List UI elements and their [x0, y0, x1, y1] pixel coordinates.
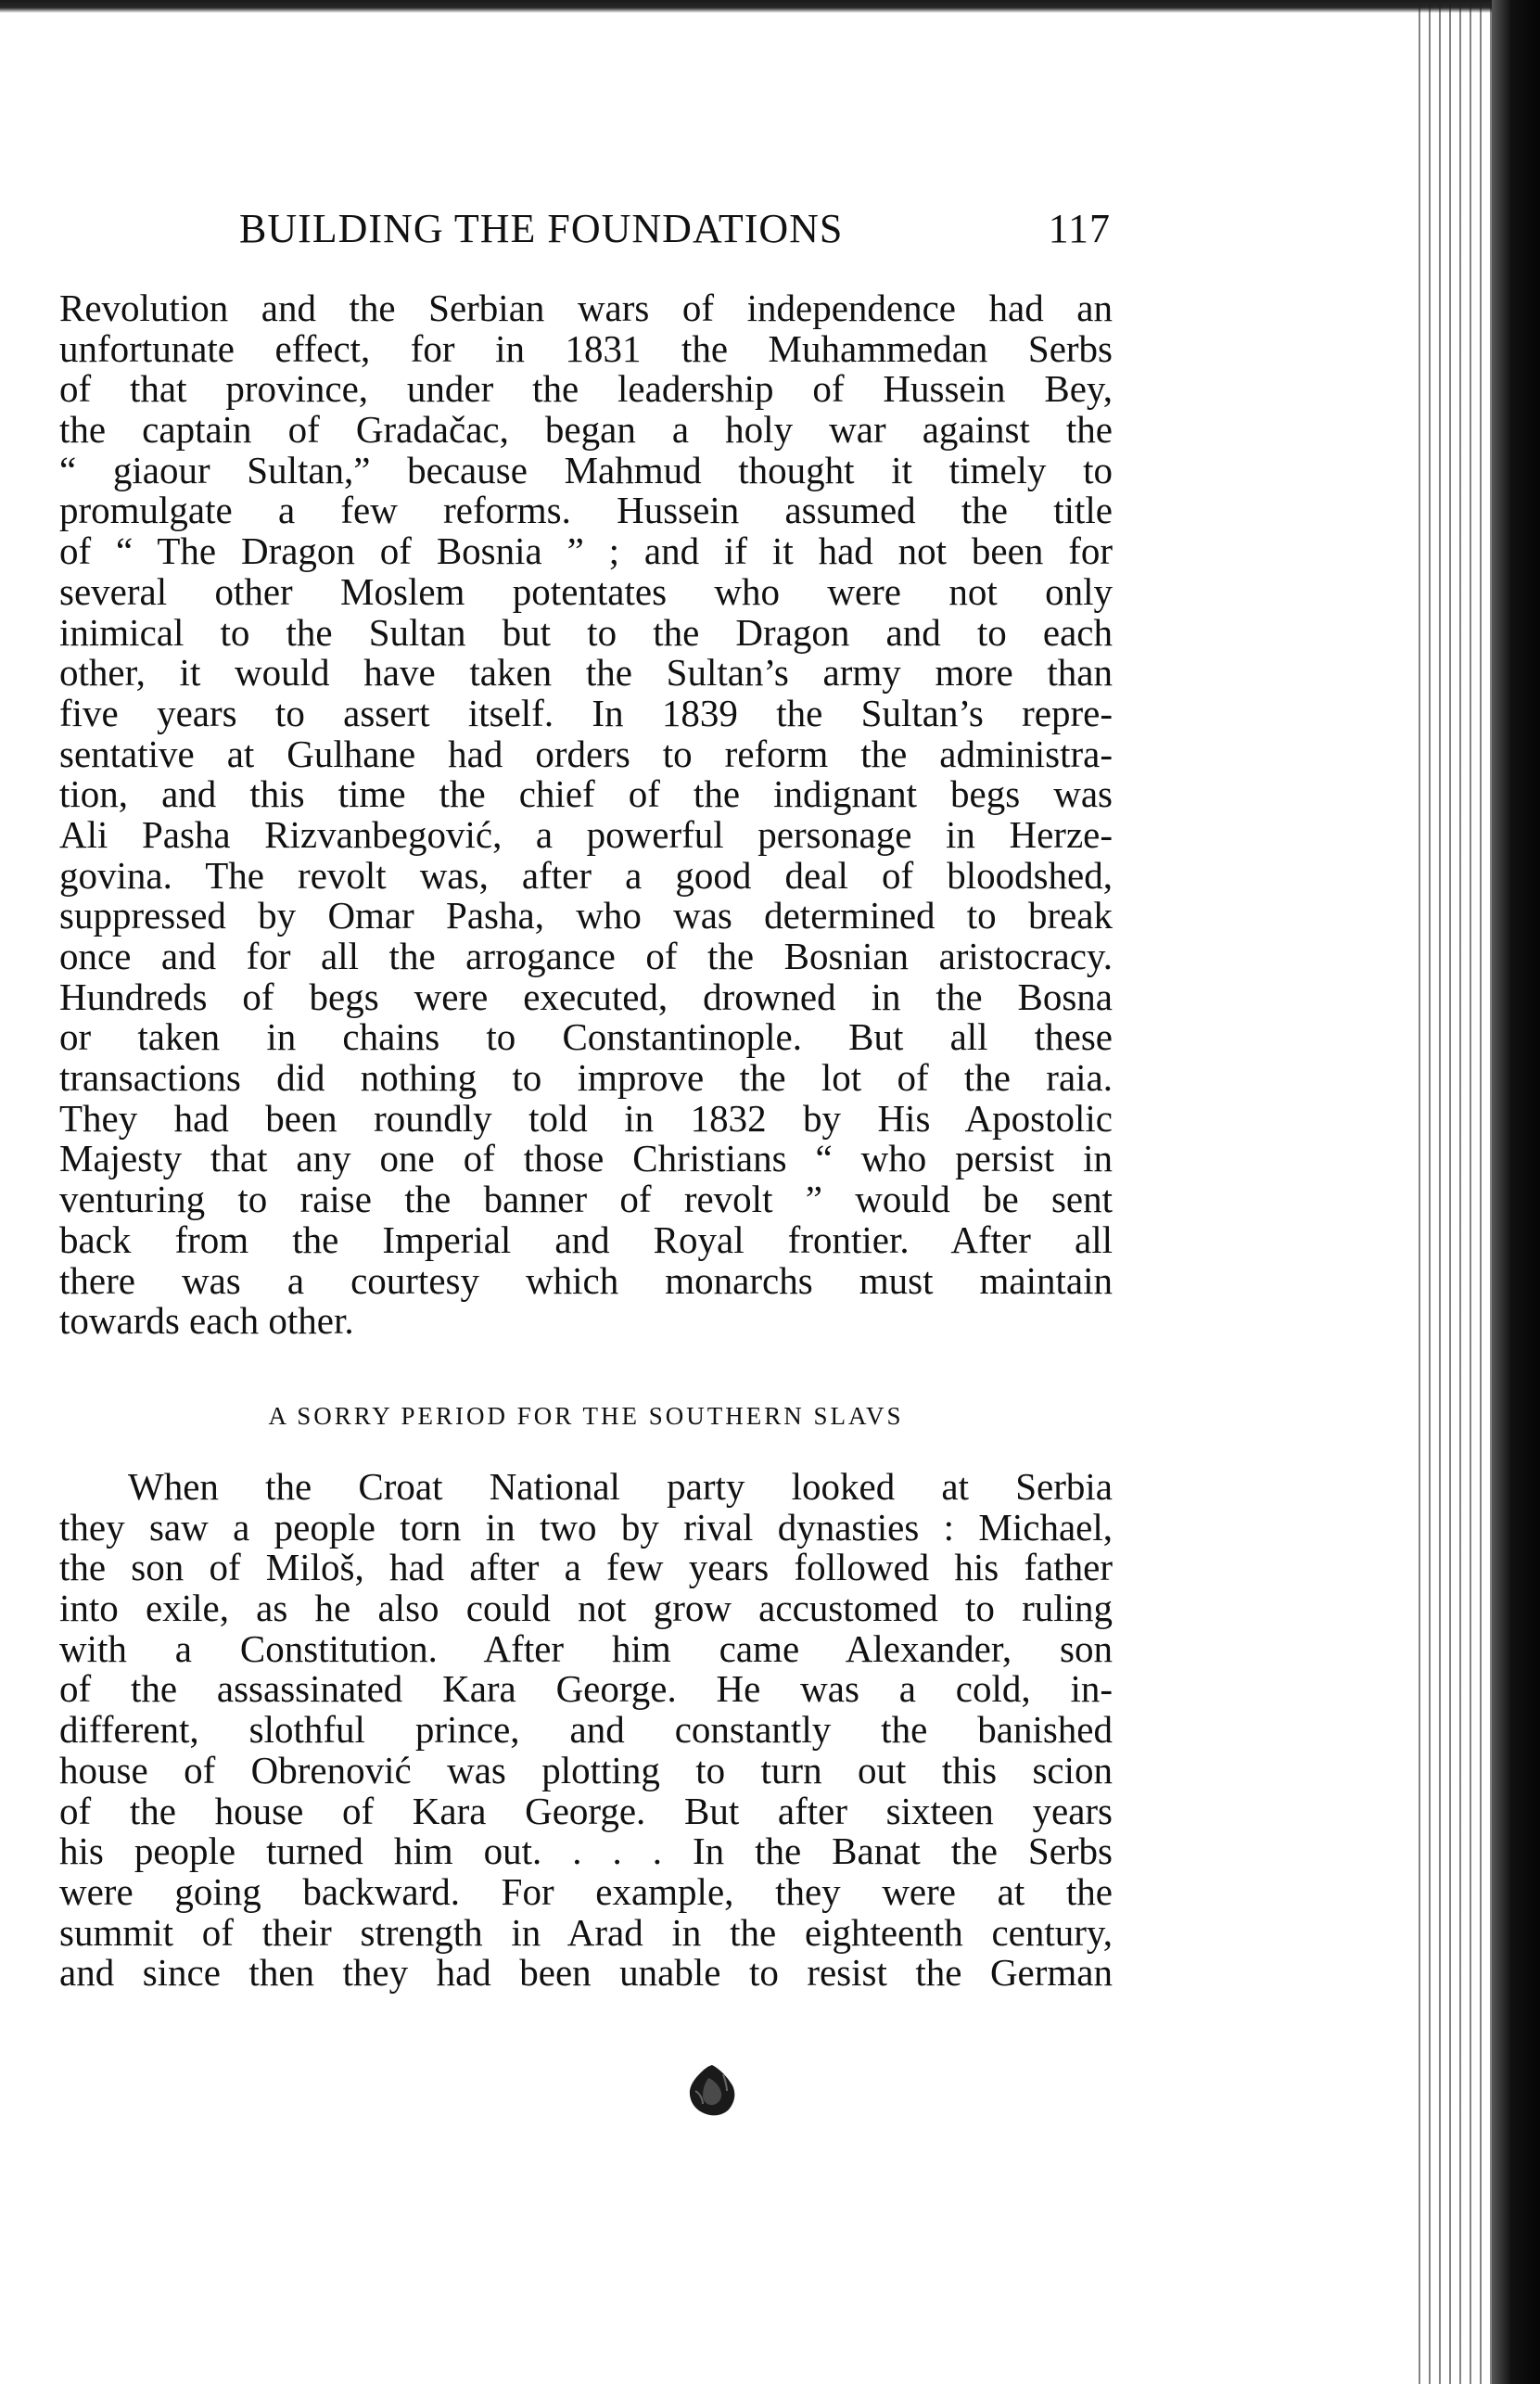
paragraph-1: [59, 288, 1113, 1342]
paragraph-line: or taken in chains to Constantinople. But all these: [59, 1015, 1113, 1059]
paragraph-line: Majesty that any one of those Christians “ who persist in: [59, 1137, 1113, 1180]
paragraph-line: the captain of Gradačac, began a holy war against the: [59, 408, 1113, 452]
paragraph-line: Ali Pasha Rizvanbegović, a powerful personage in Herze-: [59, 812, 1113, 856]
paragraph-line: his people turned him out. . . . In the Banat the Serbs: [59, 1829, 1113, 1873]
paragraph-line: once and for all the arrogance of the Bosnian aristocracy.: [59, 935, 1113, 977]
paragraph-line: they saw a people torn in two by rival dynasties : Michael,: [59, 1505, 1113, 1549]
page-number: 117: [1048, 206, 1111, 251]
printer-ornament-icon: [686, 2063, 738, 2119]
running-head-title: BUILDING THE FOUNDATIONS: [239, 206, 844, 251]
paragraph-line: of the assassinated Kara George. He was a cold, in-: [59, 1667, 1113, 1711]
paragraph-line: into exile, as he also could not grow accustomed to ruling: [59, 1587, 1113, 1630]
paragraph-line: Revolution and the Serbian wars of independence had an: [59, 287, 1113, 329]
paragraph-line: When the Croat National party looked at Serbia: [128, 1465, 1113, 1508]
paragraph-line: and since then they had been unable to resist the German: [59, 1951, 1113, 1995]
paragraph-line: suppressed by Omar Pasha, who was determined to break: [59, 894, 1113, 937]
paragraph-line: there was a courtesy which monarchs must maintain: [59, 1258, 1113, 1302]
paragraph-line: towards each other.: [59, 1299, 354, 1343]
paragraph-line: other, it would have taken the Sultan’s army more than: [59, 651, 1113, 695]
paragraph-line: five years to assert itself. In 1839 the Sultan’s repre-: [59, 691, 1113, 734]
paragraph-line: back from the Imperial and Royal frontier. After all: [59, 1217, 1113, 1261]
paragraph-line: inimical to the Sultan but to the Dragon and to each: [59, 610, 1113, 654]
book-spine-shadow: [1492, 0, 1540, 2384]
running-head: [239, 205, 1111, 261]
paragraph-line: the son of Miloš, had after a few years followed his father: [59, 1546, 1113, 1589]
paragraph-line: sentative at Gulhane had orders to reform the administra-: [59, 732, 1113, 775]
paragraph-line: venturing to raise the banner of revolt ” would be sent: [59, 1178, 1113, 1221]
paragraph-line: They had been roundly told in 1832 by His Apostolic: [59, 1096, 1113, 1140]
paragraph-line: summit of their strength in Arad in the eighteenth century,: [59, 1910, 1113, 1954]
paragraph-line: Hundreds of begs were executed, drowned in the Bosna: [59, 975, 1113, 1018]
paragraph-line: “ giaour Sultan,” because Mahmud thought it timely to: [59, 448, 1113, 491]
paragraph-2: [59, 1467, 1113, 1994]
paragraph-line: house of Obrenović was plotting to turn out this scion: [59, 1748, 1113, 1791]
paragraph-line: govina. The revolt was, after a good deal of bloodshed,: [59, 853, 1113, 897]
paragraph-line: transactions did nothing to improve the lot of the raia.: [59, 1056, 1113, 1100]
section-heading: A SORRY PERIOD FOR THE SOUTHERN SLAVS: [268, 1402, 904, 1430]
paragraph-line: promulgate a few reforms. Hussein assumed the title: [59, 489, 1113, 532]
paragraph-line: of “ The Dragon of Bosnia ” ; and if it had not been for: [59, 529, 1113, 573]
paragraph-line: different, slothful prince, and constantly the banished: [59, 1708, 1113, 1752]
top-scan-edge: [0, 0, 1540, 13]
paragraph-line: tion, and this time the chief of the indignant begs was: [59, 772, 1113, 816]
paragraph-line: several other Moslem potentates who were not only: [59, 569, 1113, 613]
paragraph-line: of the house of Kara George. But after sixteen years: [59, 1789, 1113, 1832]
paragraph-line: unfortunate effect, for in 1831 the Muhammedan Serbs: [59, 326, 1113, 370]
paragraph-line: of that province, under the leadership of Hussein Bey,: [59, 367, 1113, 411]
paragraph-line: with a Constitution. After him came Alexander, son: [59, 1626, 1113, 1670]
paragraph-line: were going backward. For example, they were at the: [59, 1869, 1113, 1913]
